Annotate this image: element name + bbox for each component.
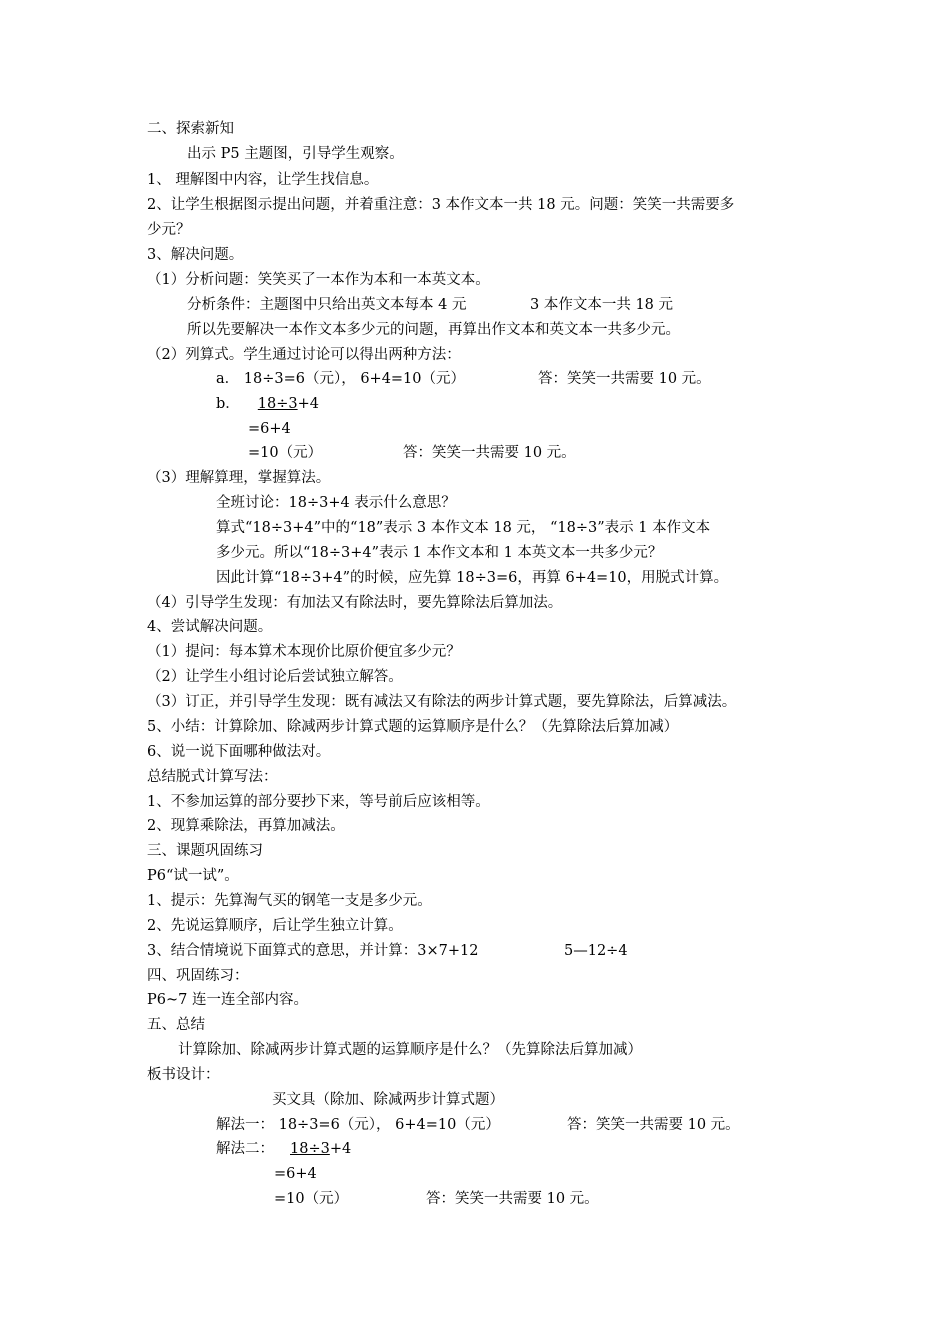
text-line: 总结脱式计算写法： [147, 769, 278, 785]
text-line: 1、提示：先算淘气买的钢笔一支是多少元。 [147, 893, 432, 909]
text-line: 1、 理解图中内容，让学生找信息。 [147, 172, 379, 188]
text-line: （3）理解算理，掌握算法。 [147, 470, 331, 486]
text-line: 出示 P5 主题图，引导学生观察。 [187, 146, 404, 162]
section-heading-summary: 五、总结 [147, 1017, 205, 1033]
text-line: =10（元） [248, 445, 323, 461]
text-line: 计算除加、除减两步计算式题的运算顺序是什么？（先算除法后算加减） [178, 1042, 642, 1058]
text-line: 所以先要解决一本作文本多少元的问题，再算出作文本和英文本一共多少元。 [187, 322, 680, 338]
expression-tail: +4 [297, 396, 319, 412]
text-line: 2、先说运算顺序，后让学生独立计算。 [147, 918, 403, 934]
text-line: （2）让学生小组讨论后尝试独立解答。 [147, 669, 403, 685]
board-design-heading: 板书设计： [147, 1067, 220, 1083]
text-line: 全班讨论：18÷3+4 表示什么意思？ [216, 495, 456, 511]
text-line: 5、小结：计算除加、除减两步计算式题的运算顺序是什么？（先算除法后算加减） [147, 719, 679, 735]
text-line: 分析条件：主题图中只给出英文本每本 4 元 [187, 297, 467, 313]
method-a-answer: 答：笑笑一共需要 10 元。 [538, 371, 711, 387]
text-line: 因此计算“18÷3+4”的时候，应先算 18÷3=6，再算 6+4=10，用脱式计算。 [216, 570, 729, 586]
text-line: （3）订正，并引导学生发现：既有减法又有除法的两步计算式题，要先算除法，后算减法。 [147, 694, 737, 710]
section-heading-explore: 二、探索新知 [147, 121, 234, 137]
text-line: 2、让学生根据图示提出问题，并着重注意：3 本作文本一共 18 元。问题：笑笑一共需要多 [147, 197, 735, 213]
text-line: P6“试一试”。 [147, 868, 239, 884]
text-line: P6~7 连一连全部内容。 [147, 992, 308, 1008]
underlined-expression: 18÷3 [290, 1141, 330, 1157]
section-heading-practice: 三、课题巩固练习 [147, 843, 263, 859]
method-a-equation: a． 18÷3=6（元）， 6+4=10（元） [216, 371, 466, 387]
solution-two-answer: 答：笑笑一共需要 10 元。 [426, 1191, 599, 1207]
solution-one-equation: 解法一： 18÷3=6（元）， 6+4=10（元） [216, 1117, 500, 1133]
board-title: 买文具（除加、除减两步计算式题） [272, 1092, 504, 1108]
method-b-line [216, 394, 319, 414]
text-line: （1）分析问题：笑笑买了一本作为本和一本英文本。 [147, 272, 490, 288]
solution-two-line [216, 1139, 351, 1159]
method-b-answer: 答：笑笑一共需要 10 元。 [403, 445, 576, 461]
text-line: 3 本作文本一共 18 元 [530, 297, 674, 313]
text-line: =6+4 [274, 1166, 317, 1182]
text-line: 2、现算乘除法，再算加减法。 [147, 818, 345, 834]
expression-tail: +4 [329, 1141, 352, 1157]
text-line: =10（元） [274, 1191, 349, 1207]
underlined-expression: 18÷3 [257, 396, 298, 412]
text-line: 4、尝试解决问题。 [147, 619, 273, 635]
text-line: 多少元。所以“18÷3+4”表示 1 本作文本和 1 本英文本一共多少元？ [216, 545, 663, 561]
text-line: （4）引导学生发现：有加法又有除法时，要先算除法后算加法。 [147, 595, 563, 611]
solution-one-answer: 答：笑笑一共需要 10 元。 [567, 1117, 740, 1133]
text-line: =6+4 [248, 421, 291, 437]
text-line: 3、解决问题。 [147, 247, 244, 263]
text-line: （2）列算式。学生通过讨论可以得出两种方法： [147, 347, 461, 363]
method-b-label: b． [216, 396, 240, 412]
text-line: 少元？ [147, 222, 191, 238]
text-line: 6、说一说下面哪种做法对。 [147, 744, 331, 760]
solution-two-label: 解法二： [216, 1141, 274, 1157]
text-line: 1、不参加运算的部分要抄下来，等号前后应该相等。 [147, 794, 490, 810]
text-line: 3、结合情境说下面算式的意思，并计算：3×7+12 [147, 943, 479, 959]
text-line: 5—12÷4 [564, 943, 628, 959]
text-line: （1）提问：每本算术本现价比原价便宜多少元？ [147, 644, 461, 660]
section-heading-consolidate: 四、巩固练习： [147, 968, 249, 984]
text-line: 算式“18÷3+4”中的“18”表示 3 本作文本 18 元， “18÷3”表示 1 本作文本 [216, 520, 711, 536]
